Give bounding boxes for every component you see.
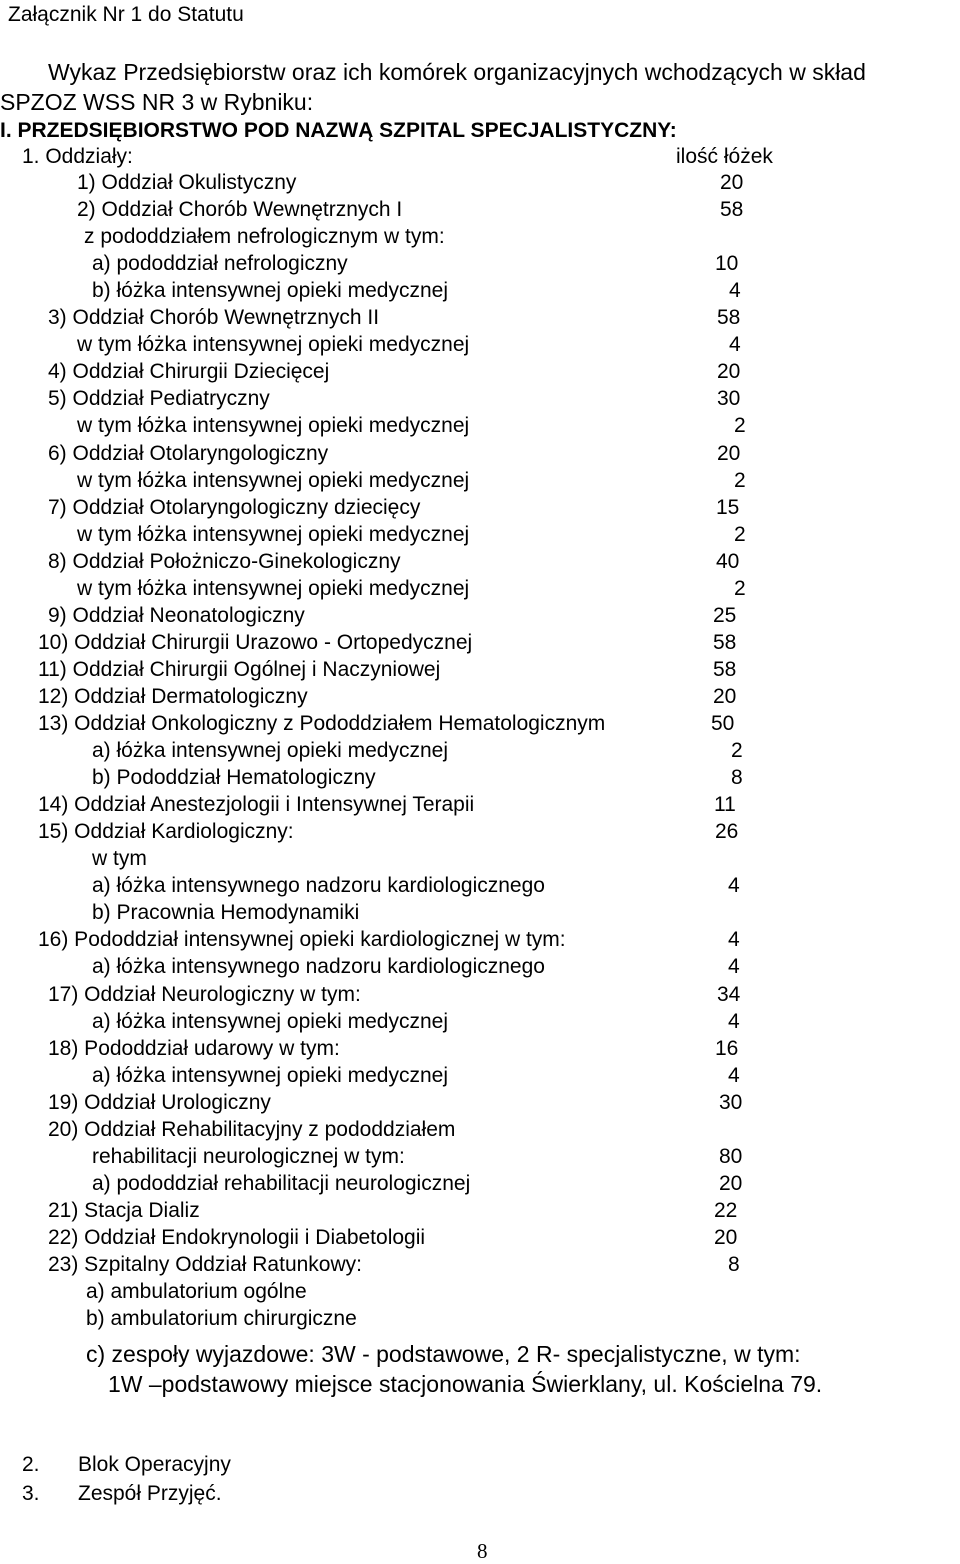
footer-item-label: Zespół Przyjęć. [78,1482,222,1505]
department-row-label: 8) Oddział Położniczo-Ginekologiczny [48,550,401,573]
department-row-label: w tym łóżka intensywnej opieki medycznej [77,523,470,546]
department-row-label: 2) Oddział Chorób Wewnętrznych I [77,198,403,221]
department-row-label: 22) Oddział Endokrynologii i Diabetologii [48,1226,426,1249]
bed-count: 58 [717,306,741,329]
intro-line-2: SPZOZ WSS NR 3 w Rybniku: [0,89,314,115]
bed-count: 30 [719,1091,743,1114]
department-row-label: 3) Oddział Chorób Wewnętrznych II [48,306,380,329]
department-row-label: 1) Oddział Okulistyczny [77,171,297,194]
section-title: I. PRZEDSIĘBIORSTWO POD NAZWĄ SZPITAL SPECJALISTYCZNY: [0,119,677,142]
beds-column-header: ilość łóżek [676,145,773,168]
department-row-label: 7) Oddział Otolaryngologiczny dziecięcy [48,496,421,519]
department-row-label: a) pododdział nefrologiczny [92,252,348,275]
bed-count: 8 [731,766,743,789]
bed-count: 40 [716,550,740,573]
bed-count: 4 [728,874,740,897]
bed-count: 20 [719,1172,743,1195]
bed-count: 8 [728,1253,740,1276]
transport-line-1: c) zespoły wyjazdowe: 3W - podstawowe, 2 R- specjalistyczne, w tym: [86,1341,801,1367]
bed-count: 15 [716,496,740,519]
bed-count: 4 [728,928,740,951]
bed-count: 22 [714,1199,738,1222]
department-row-label: rehabilitacji neurologicznej w tym: [92,1145,405,1168]
department-row-label: b) Pracownia Hemodynamiki [92,901,360,924]
footer-item-label: Blok Operacyjny [78,1453,231,1476]
bed-count: 58 [713,631,737,654]
department-row-label: a) łóżka intensywnego nadzoru kardiologicznego [92,955,545,978]
footer-item-number: 2. [22,1453,40,1476]
bed-count: 20 [713,685,737,708]
department-row-label: a) ambulatorium ogólne [86,1280,307,1303]
bed-count: 34 [717,983,741,1006]
bed-count: 2 [734,577,746,600]
department-row-label: a) łóżka intensywnego nadzoru kardiologicznego [92,874,545,897]
bed-count: 20 [720,171,744,194]
bed-count: 20 [717,360,741,383]
department-row-label: 17) Oddział Neurologiczny w tym: [48,983,361,1006]
department-row-label: a) łóżka intensywnej opieki medycznej [92,739,449,762]
department-row-label: a) pododdział rehabilitacji neurologicznej [92,1172,471,1195]
department-row-label: 23) Szpitalny Oddział Ratunkowy: [48,1253,362,1276]
bed-count: 2 [734,469,746,492]
department-row-label: w tym łóżka intensywnej opieki medycznej [77,414,470,437]
department-row-label: 5) Oddział Pediatryczny [48,387,270,410]
footer-item-number: 3. [22,1482,40,1505]
transport-line-2: 1W –podstawowy miejsce stacjonowania Świerklany, ul. Kościelna 79. [108,1371,823,1397]
bed-count: 2 [731,739,743,762]
department-row-label: b) Pododdział Hematologiczny [92,766,376,789]
bed-count: 4 [728,1064,740,1087]
bed-count: 58 [720,198,744,221]
department-row-label: 12) Oddział Dermatologiczny [38,685,308,708]
bed-count: 4 [729,333,741,356]
bed-count: 30 [717,387,741,410]
department-row-label: w tym [92,847,147,870]
intro-line-1: Wykaz Przedsiębiorstw oraz ich komórek organizacyjnych wchodzących w skład [48,59,866,85]
bed-count: 2 [734,523,746,546]
bed-count: 20 [714,1226,738,1249]
department-row-label: 9) Oddział Neonatologiczny [48,604,305,627]
bed-count: 50 [711,712,735,735]
bed-count: 58 [713,658,737,681]
department-row-label: w tym łóżka intensywnej opieki medycznej [77,469,470,492]
attachment-title: Załącznik Nr 1 do Statutu [8,3,244,26]
bed-count: 11 [714,793,736,816]
department-row-label: b) ambulatorium chirurgiczne [86,1307,357,1330]
department-row-label: 21) Stacja Dializ [48,1199,200,1222]
bed-count: 26 [715,820,739,843]
bed-count: 4 [728,955,740,978]
department-row-label: 11) Oddział Chirurgii Ogólnej i Naczyniowej [38,658,441,681]
bed-count: 4 [728,1010,740,1033]
department-row-label: b) łóżka intensywnej opieki medycznej [92,279,449,302]
department-row-label: 14) Oddział Anestezjologii i Intensywnej Terapii [38,793,475,816]
departments-heading: 1. Oddziały: [22,145,133,168]
bed-count: 2 [734,414,746,437]
department-row-label: w tym łóżka intensywnej opieki medycznej [77,333,470,356]
department-row-label: 20) Oddział Rehabilitacyjny z pododdziałem [48,1118,456,1141]
department-row-label: 16) Pododdział intensywnej opieki kardiologicznej w tym: [38,928,566,951]
bed-count: 20 [717,442,741,465]
bed-count: 80 [719,1145,743,1168]
department-row-label: a) łóżka intensywnej opieki medycznej [92,1010,449,1033]
page-number: 8 [477,1539,488,1563]
bed-count: 10 [715,252,739,275]
department-row-label: 19) Oddział Urologiczny [48,1091,271,1114]
department-row-label: a) łóżka intensywnej opieki medycznej [92,1064,449,1087]
department-row-label: 15) Oddział Kardiologiczny: [38,820,294,843]
department-row-label: z pododdziałem nefrologicznym w tym: [84,225,445,248]
department-row-label: 6) Oddział Otolaryngologiczny [48,442,329,465]
department-row-label: 4) Oddział Chirurgii Dziecięcej [48,360,330,383]
department-row-label: 13) Oddział Onkologiczny z Pododdziałem Hematologicznym [38,712,606,735]
department-row-label: 10) Oddział Chirurgii Urazowo - Ortopedycznej [38,631,473,654]
bed-count: 4 [729,279,741,302]
department-row-label: w tym łóżka intensywnej opieki medycznej [77,577,470,600]
bed-count: 25 [713,604,737,627]
bed-count: 16 [715,1037,739,1060]
department-row-label: 18) Pododdział udarowy w tym: [48,1037,340,1060]
